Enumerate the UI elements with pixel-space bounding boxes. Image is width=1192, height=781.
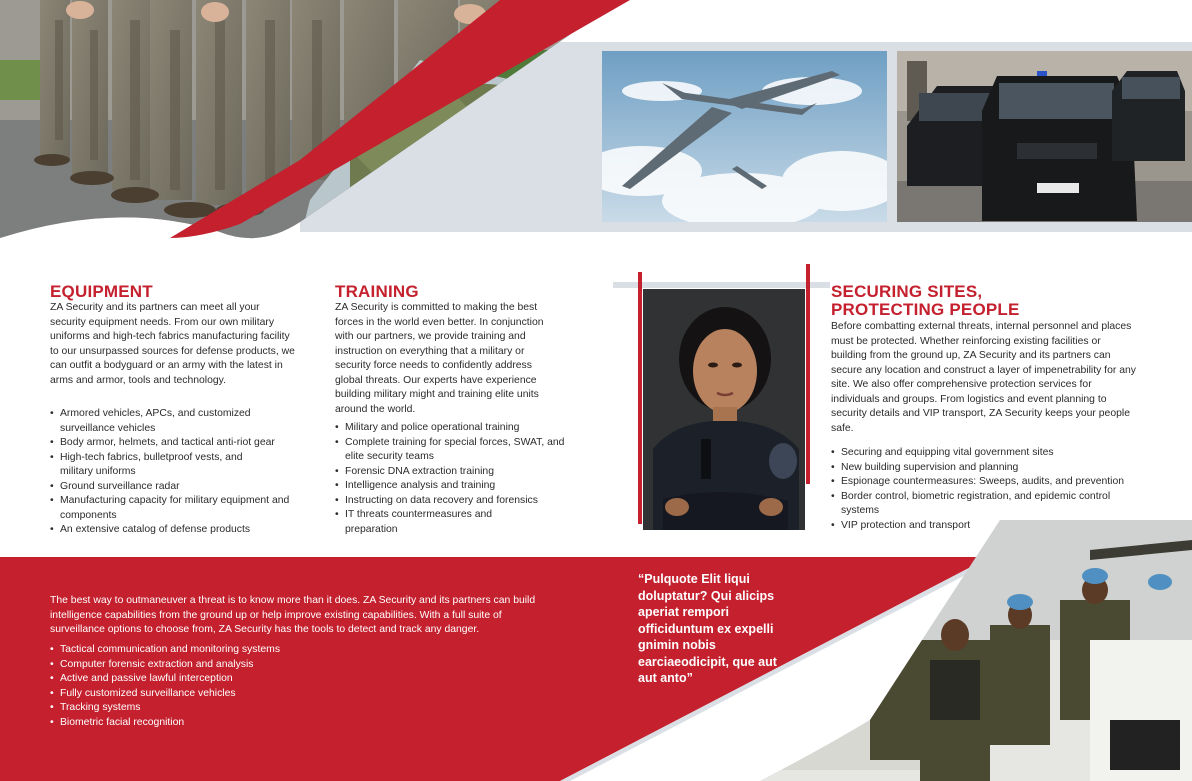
portrait-frame-red-left <box>638 272 642 524</box>
list-item: • Military and police operational training <box>335 421 570 436</box>
list-item: • Armored vehicles, APCs, and customized surveillance vehicles <box>50 407 300 436</box>
securing-body: Before combatting external threats, internal personnel and places must be protected. Whether reinforcing existing facilities or building from the ground up, ZA Security and its partners can secure any location and construct a layer of impenetrability for any site. We also offer comprehensive protection services for individuals and groups. From logistics and event planning to security details and VIP transport, ZA Security keeps your people safe. <box>831 321 1136 434</box>
list-item: • Fully customized surveillance vehicles <box>50 687 350 702</box>
securing-title-line2: PROTECTING PEOPLE <box>831 300 1020 319</box>
training-body: ZA Security is committed to making the best forces in the world even better. In conjunction with our partners, we provide training and instruction on everything that a military or security force needs to confidently address global threats. Our experts have experience building military might and training elite units around the world. <box>335 302 544 415</box>
equipment-title: EQUIPMENT <box>50 282 153 301</box>
list-item: • Intelligence analysis and training <box>335 479 570 494</box>
list-item: • Tactical communication and monitoring systems <box>50 643 350 658</box>
drone-photo <box>602 51 887 222</box>
equipment-bullet-list <box>50 407 300 538</box>
list-item: • Forensic DNA extraction training <box>335 465 570 480</box>
list-item: • Complete training for special forces, SWAT, and elite security teams <box>335 436 570 465</box>
securing-title-line1: SECURING SITES, <box>831 282 983 301</box>
list-item: • New building supervision and planning <box>831 461 1151 476</box>
soldiers-photo <box>0 0 620 240</box>
list-item: • Tracking systems <box>50 701 350 716</box>
equipment-body: ZA Security and its partners can meet all your security equipment needs. From our own military uniforms and high-tech fabrics manufacturing facility to our unsurpassed sources for defense products, we can outfit a bodyguard or an army with the latest in arms and armor, tools and technology. <box>50 302 295 386</box>
peacekeepers-photo <box>760 520 1192 781</box>
list-item: • Manufacturing capacity for military equipment and components <box>50 494 290 523</box>
surveillance-bullet-list <box>50 643 350 730</box>
list-item: • Instructing on data recovery and forensics <box>335 494 570 509</box>
list-item: • Border control, biometric registration, and epidemic control systems <box>831 490 1136 519</box>
list-item: • VIP protection and transport <box>831 519 1151 534</box>
list-item: • Body armor, helmets, and tactical anti-riot gear <box>50 436 300 451</box>
armored-cars-photo <box>897 51 1192 222</box>
surveillance-title: SURVEILLANCE SYSTEMS AND SERVICES <box>50 575 406 594</box>
portrait-frame-grey <box>613 282 830 288</box>
list-item: • Espionage countermeasures: Sweeps, audits, and prevention <box>831 475 1151 490</box>
list-item: • Computer forensic extraction and analysis <box>50 658 350 673</box>
training-bullet-list <box>335 421 570 537</box>
list-item: • Biometric facial recognition <box>50 716 350 731</box>
list-item: • IT threats countermeasures and preparation <box>335 508 515 537</box>
list-item: • High-tech fabrics, bulletproof vests, and military uniforms <box>50 451 265 480</box>
list-item: • Active and passive lawful interception <box>50 672 350 687</box>
training-title: TRAINING <box>335 282 419 301</box>
list-item: • An extensive catalog of defense products <box>50 523 300 538</box>
list-item: • Ground surveillance radar <box>50 480 300 495</box>
list-item: • Securing and equipping vital government sites <box>831 446 1151 461</box>
surveillance-body: The best way to outmaneuver a threat is to know more than it does. ZA Security and its partners can build intelligence capabilities from the ground up or help improve existing capabilities. With a full suite of surveillance options to choose from, ZA Security has the tools to detect and track any danger. <box>50 595 536 635</box>
officer-portrait <box>643 289 805 530</box>
pullquote: “Pulquote Elit liqui doluptatur? Qui alicips aperiat rempori officiduntum ex expelli gnimin nobis earciaeodicipit, que aut aut anto” <box>638 572 777 685</box>
portrait-frame-red-right <box>806 264 810 484</box>
